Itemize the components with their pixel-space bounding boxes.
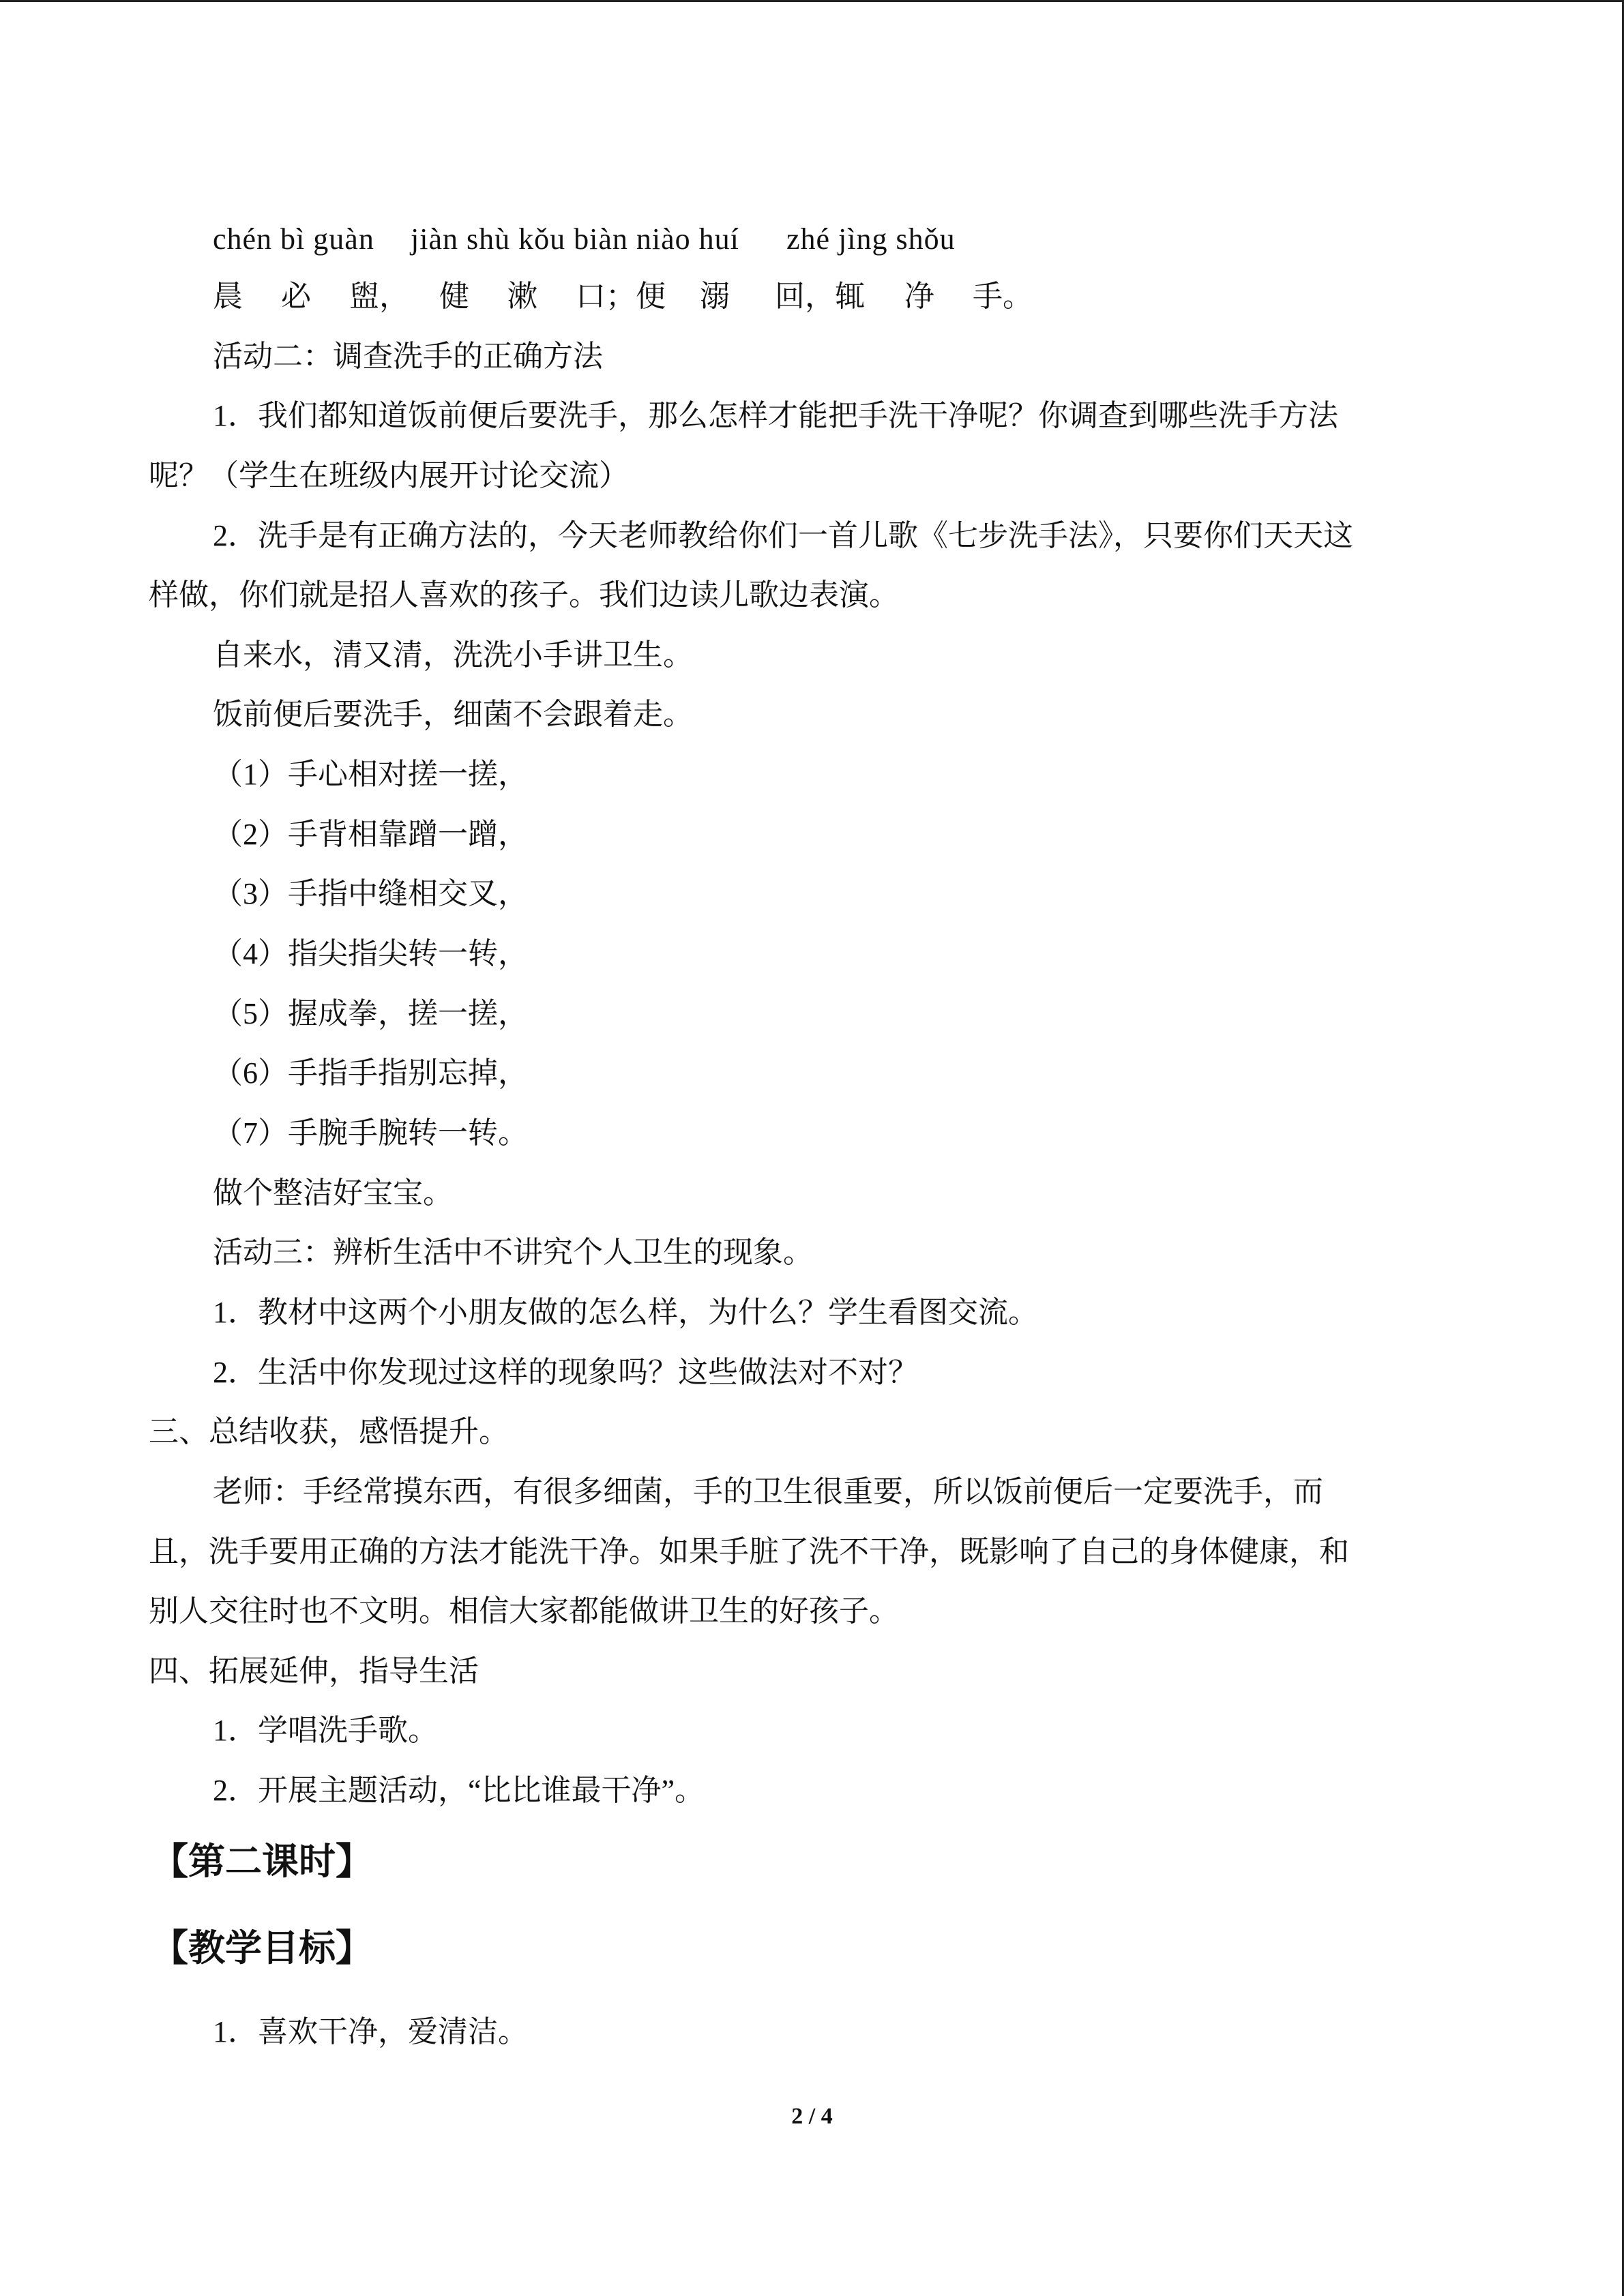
- activity2-paragraph2-line1: 2．洗手是有正确方法的，今天老师教给你们一首儿歌《七步洗手法》，只要你们天天这: [213, 519, 1353, 552]
- section3-paragraph-line3: 别人交往时也不文明。相信大家都能做讲卫生的好孩子。: [149, 1594, 899, 1628]
- verse-char: 净: [904, 280, 934, 313]
- objective-1: 1．喜欢干净，爱清洁。: [213, 2015, 528, 2048]
- section3-title: 三、总结收获，感悟提升。: [149, 1415, 509, 1448]
- pinyin-line: [213, 219, 956, 260]
- song-step-7: （7）手腕手腕转一转。: [213, 1116, 528, 1150]
- activity2-paragraph1-line1: 1．我们都知道饭前便后要洗手，那么怎样才能把手洗干净呢？你调查到哪些洗手方法: [213, 399, 1338, 432]
- classic-verse-line: [213, 276, 1033, 317]
- song-step-6: （6）手指手指别忘掉，: [213, 1056, 528, 1090]
- activity2-paragraph2-line2: 样做，你们就是招人喜欢的孩子。我们边读儿歌边表演。: [149, 578, 899, 612]
- verse-char: 漱: [507, 280, 537, 313]
- activity2-title: 活动二：调查洗手的正确方法: [213, 340, 603, 373]
- section4-item2: 2．开展主题活动，“比比谁最干净”。: [213, 1774, 705, 1807]
- verse-char: 健: [439, 280, 469, 313]
- song-outro: 做个整洁好宝宝。: [213, 1176, 453, 1210]
- activity3-title: 活动三：辨析生活中不讲究个人卫生的现象。: [213, 1236, 813, 1269]
- activity2-paragraph1-line2: 呢？（学生在班级内展开讨论交流）: [149, 459, 629, 492]
- page-number: 2 / 4: [791, 2104, 833, 2129]
- song-step-4: （4）指尖指尖转一转，: [213, 937, 528, 970]
- song-intro-line2: 饭前便后要洗手，细菌不会跟着走。: [213, 698, 693, 731]
- section3-paragraph-line1: 老师：手经常摸东西，有很多细菌，手的卫生很重要，所以饭前便后一定要洗手，而: [213, 1475, 1323, 1508]
- section4-item1: 1．学唱洗手歌。: [213, 1714, 438, 1747]
- pinyin-group-2: jiàn shù kǒu biàn niào huí: [411, 222, 739, 256]
- verse-char: 溺: [700, 280, 730, 313]
- lesson2-heading: 【第二课时】: [151, 1841, 372, 1882]
- objectives-heading: 【教学目标】: [151, 1928, 372, 1969]
- verse-char: 口；便: [576, 280, 666, 313]
- pinyin-group-3: zhé jìng shǒu: [786, 222, 956, 256]
- song-step-5: （5）握成拳，搓一搓，: [213, 997, 528, 1030]
- song-step-3: （3）手指中缝相交叉，: [213, 877, 528, 910]
- section4-title: 四、拓展延伸，指导生活: [149, 1654, 479, 1688]
- song-step-1: （1）手心相对搓一搓，: [213, 758, 528, 791]
- song-intro-line1: 自来水，清又清，洗洗小手讲卫生。: [213, 638, 693, 672]
- verse-char: 回，辄: [775, 280, 865, 313]
- verse-char: 必: [281, 280, 311, 313]
- activity3-question2: 2．生活中你发现过这样的现象吗？这些做法对不对？: [213, 1356, 918, 1389]
- pinyin-group-1: chén bì guàn: [213, 222, 374, 256]
- verse-char: 盥，: [349, 280, 409, 313]
- verse-char: 手。: [973, 280, 1033, 313]
- section3-paragraph-line2: 且，洗手要用正确的方法才能洗干净。如果手脏了洗不干净，既影响了自己的身体健康，和: [149, 1535, 1349, 1568]
- song-step-2: （2）手背相靠蹭一蹭，: [213, 818, 528, 851]
- verse-char: 晨: [213, 280, 243, 313]
- activity3-question1: 1．教材中这两个小朋友做的怎么样，为什么？学生看图交流。: [213, 1296, 1038, 1329]
